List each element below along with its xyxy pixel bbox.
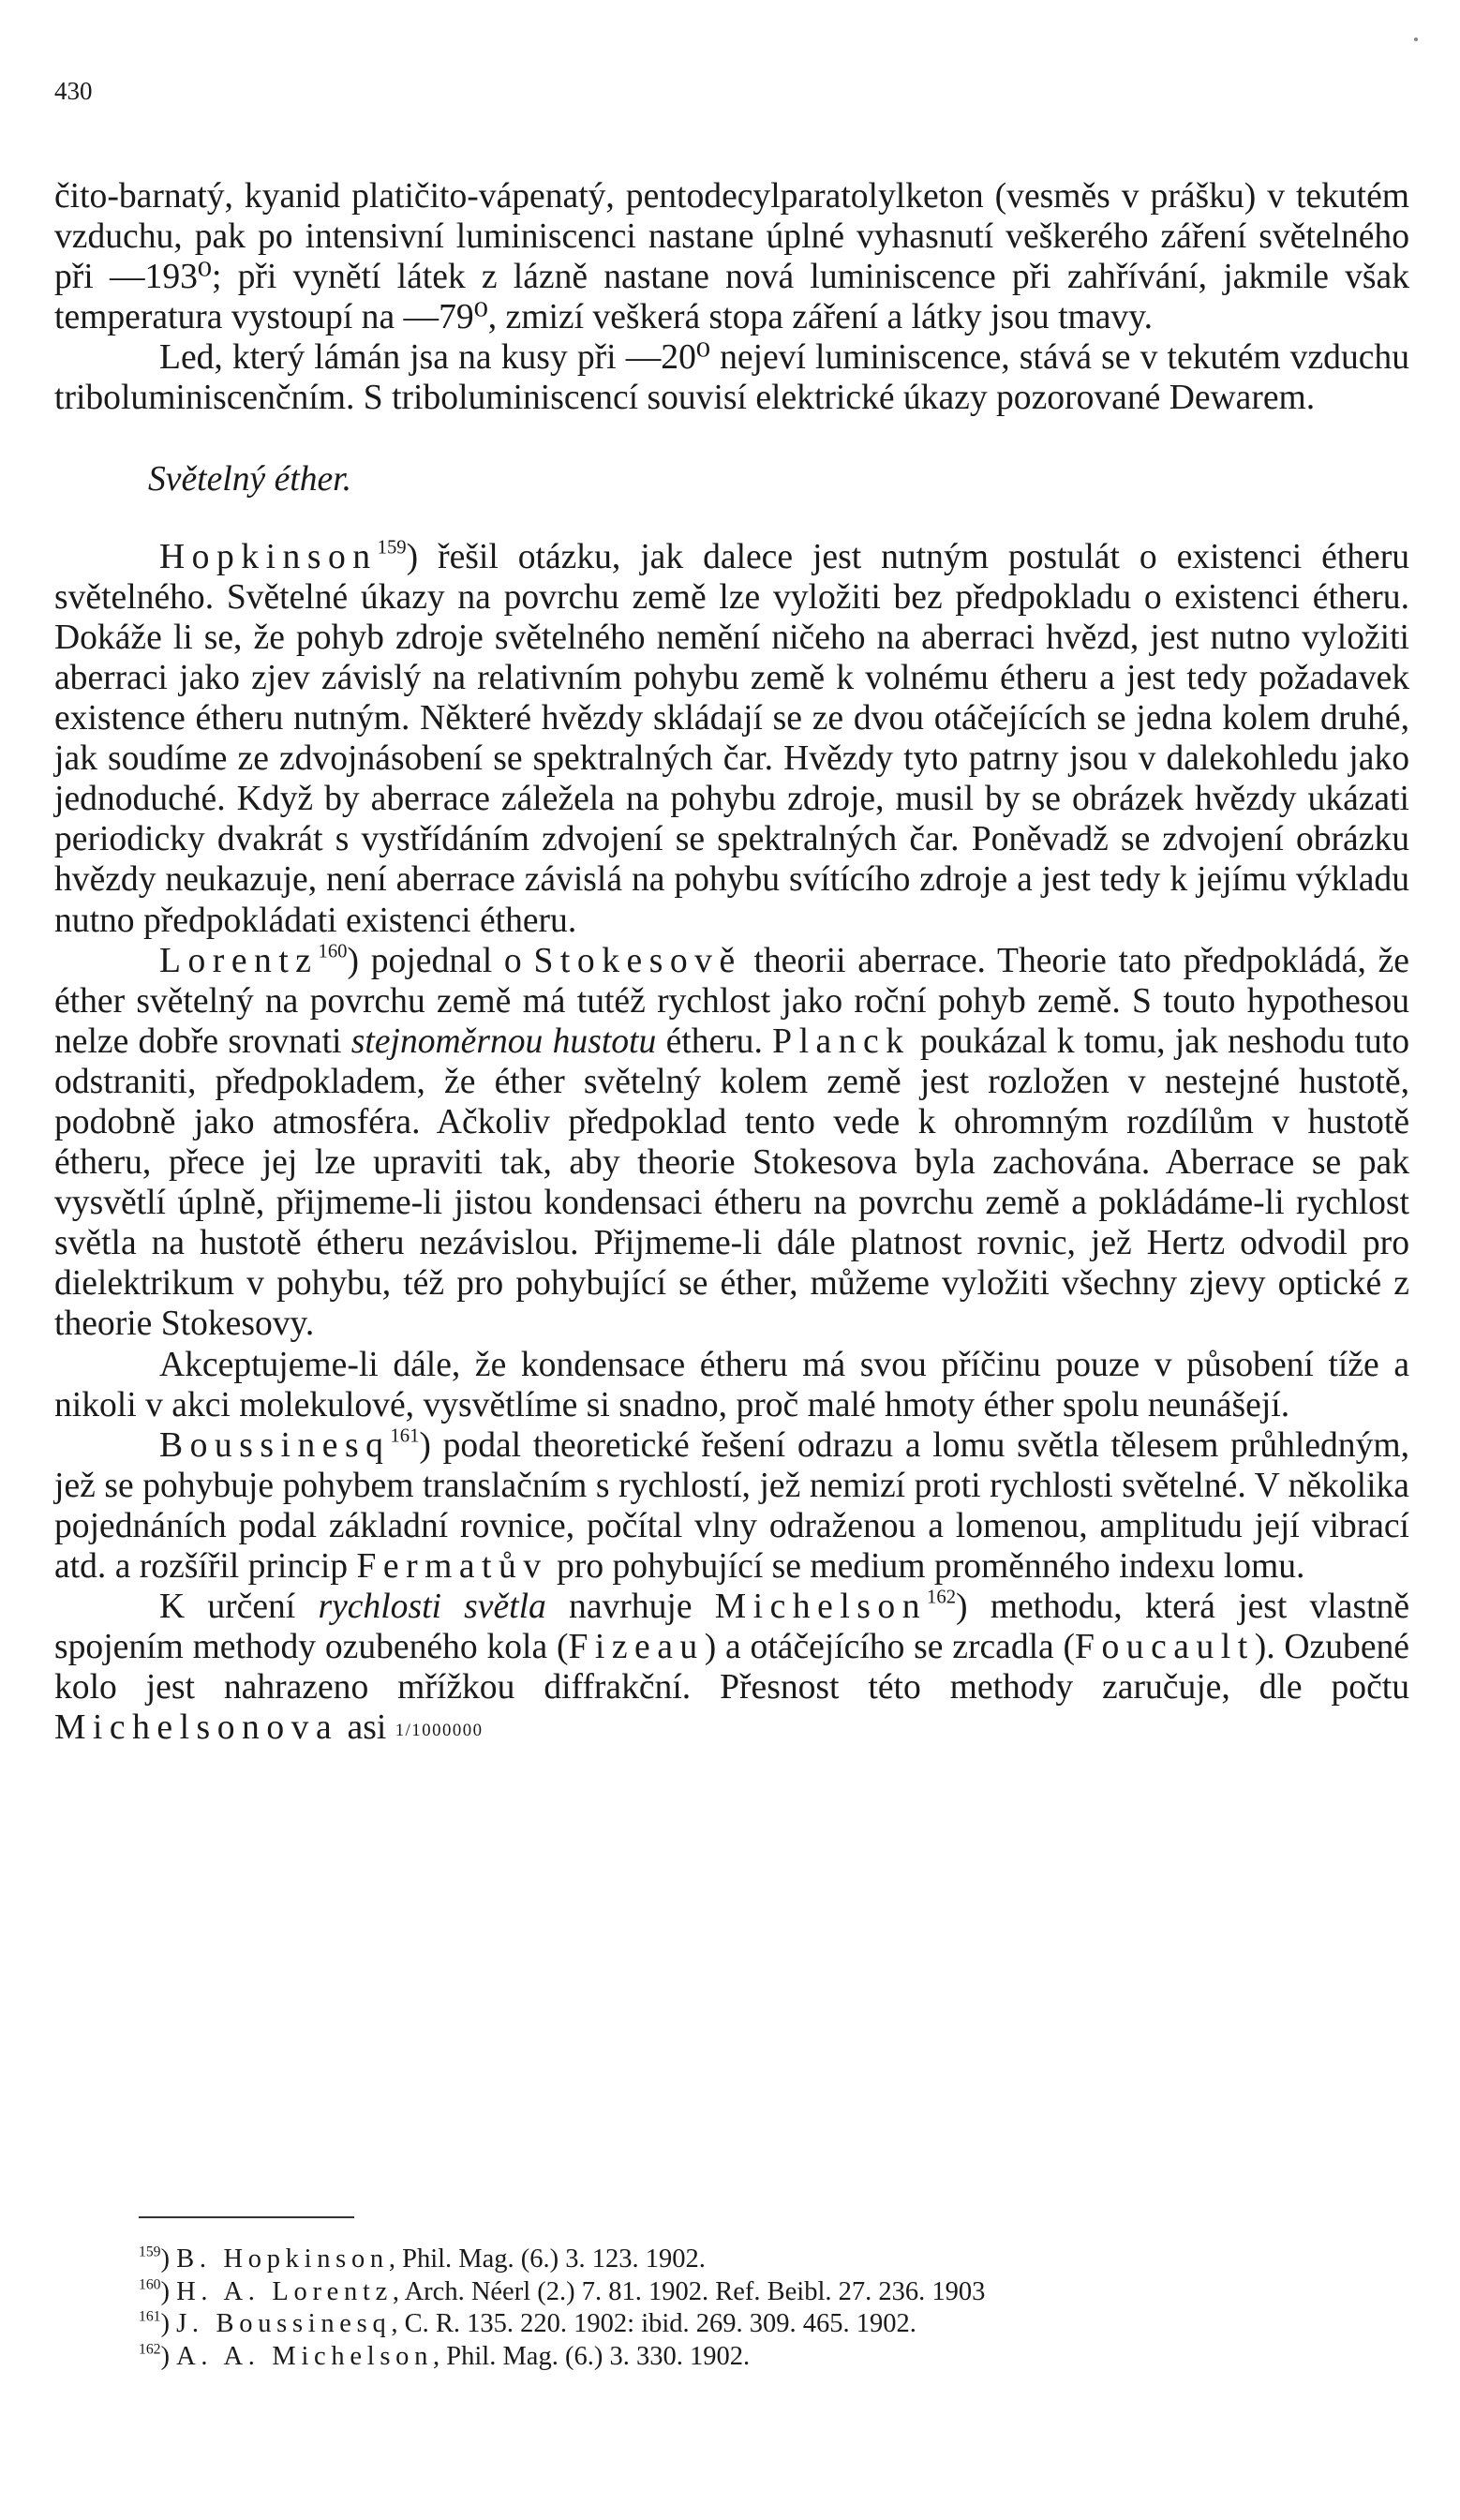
paragraph-hopkinson: Hopkinson$^{159}$) řešil otázku, jak dalece jest nutným postulát o existenci étheru světelného. Světelné úkazy na povrchu země lze vyložiti bez předpokladu o existenci étheru. Dokáže li se, že pohyb zdroje světelného nemění ničeho na aberraci hvězd, jest nutno vyložiti aberraci jako zjev závislý na relativním pohybu země k volnému étheru a jest tedy požadavek existence étheru nutným. Některé hvězdy skládají se ze dvou otáčejících se jedna kolem druhé, jak soudíme ze zdvojnásobení se spektralných čar. Hvězdy tyto patrny jsou v dalekohledu jako jednoduché. Když by aberrace záležela na pohybu zdroje, musil by se obrázek hvězdy ukázati periodicky dvakrát s vystřídáním zdvojení se spektralných čar. Poněvadž se zdvojení obrázku hvězdy neukazuje, není aberrace závislá na pohybu svítícího zdroje a jest tedy k jejímu výkladu nutno předpokládati existenci étheru. [54, 537, 1409, 940]
author-name: Boussinesq [159, 1425, 391, 1465]
emphasis: stejnoměrnou hustotu [350, 1021, 657, 1061]
footnote: $^{160}$) H. A. Lorentz, Arch. Néerl (2.) 7. 81. 1902. Ref. Beibl. 27. 236. 1903 [139, 2275, 986, 2306]
body-text [54, 176, 1409, 1752]
footnotes [139, 2244, 1409, 2373]
footnote-divider [139, 2216, 354, 2218]
author-name: Fizeau [568, 1628, 705, 1667]
author-name: Foucault [1075, 1628, 1255, 1667]
paragraph-ice: Led, který lámán jsa na kusy při —20⁰ nejeví luminiscence, stává se v tekutém vzduchu triboluminiscenčním. S triboluminiscencí souvisí elektrické úkazy pozorované Dewarem. [54, 338, 1409, 418]
author-name: Lorentz [159, 941, 319, 980]
footnote-author: J. Boussinesq [176, 2309, 392, 2338]
author-name: Planck [772, 1021, 911, 1061]
author-name: Michelsonova [54, 1708, 339, 1748]
footnote-ref: 160 [318, 941, 348, 962]
footnote-author: A. A. Michelson [176, 2341, 434, 2371]
paragraph-boussinesq: Boussinesq$^{161}$) podal theoretické řešení odrazu a lomu světla tělesem průhledným, jež se pohybuje pohybem translačním s rychlostí, jež nemizí proti rychlosti světelné. V několika pojednáních podal základní rovnice, počítal vlny odraženou a lomenou, amplitudu její vibrací atd. a rozšířil princip Fermatův pro pohybující se medium proměnného indexu lomu. [54, 1425, 1409, 1586]
precision-fraction: 1/1000000 [395, 1721, 484, 1741]
author-name: Michelson [714, 1588, 928, 1627]
scan-speck [1414, 37, 1418, 41]
footnote-number: 160 [139, 2275, 161, 2292]
author-name: Fermatův [356, 1547, 548, 1586]
paragraph-luminiscence: čito-barnatý, kyanid platičito-vápenatý, pentodecylparatolylketon (vesměs v prášku) v tekutém vzduchu, pak po intensivní luminiscenci nastane úplné vyhasnutí veškerého záření světelného při —193⁰; při vynětí látek z lázně nastane nová luminiscence při zahřívání, jakmile však temperatura vystoupí na —79⁰, zmizí veškerá stopa záření a látky jsou tmavy. [54, 177, 1409, 337]
footnote-author: H. A. Lorentz [176, 2276, 393, 2306]
footnote-number: 159 [139, 2244, 161, 2260]
author-name: Hopkinson [159, 537, 378, 576]
footnote: $^{162}$) A. A. Michelson, Phil. Mag. (6.) 3. 330. 1902. [139, 2340, 751, 2371]
footnote-ref: 161 [390, 1425, 420, 1447]
page-number: 430 [54, 77, 93, 105]
footnote: $^{161}$) J. Boussinesq, C. R. 135. 220. 1902: ibid. 269. 309. 465. 1902. [139, 2308, 916, 2338]
footnote-ref: 159 [377, 537, 407, 559]
footnote-number: 162 [139, 2340, 161, 2357]
section-heading: Světelný éther. [148, 459, 352, 499]
paragraph-lorentz: Lorentz$^{160}$) pojednal o Stokesově theorii aberrace. Theorie tato předpokládá, že éther světelný na povrchu země má tutéž rychlost jako roční pohyb země. S touto hypothesou nelze dobře srovnati stejnoměrnou hustotu étheru. Planck poukázal k tomu, jak neshodu tuto odstraniti, předpokladem, že éther světelný kolem země jest rozložen v nestejné hustotě, podobně jako atmosféra. Ačkoliv předpoklad tento vede k ohromným rozdílům v hustotě étheru, přece jej lze upraviti tak, aby theorie Stokesova byla zachována. Aberrace se pak vysvětlí úplně, přijmeme-li jistou kondensaci étheru na povrchu země a pokládáme-li rychlost světla na hustotě étheru nezávislou. Přijmeme-li dále platnost rovnic, jež Hertz odvodil pro dielektrikum v pohybu, též pro pohybující se éther, můžeme vyložiti všechny zjevy optické z theorie Stokesovy. [54, 941, 1409, 1344]
emphasis: rychlosti světla [318, 1588, 546, 1627]
footnote: $^{159}$) B. Hopkinson, Phil. Mag. (6.) 3. 123. 1902. [139, 2244, 706, 2274]
footnote-ref: 162 [927, 1587, 957, 1608]
footnote-author: B. Hopkinson [176, 2244, 389, 2274]
author-name: Stokesově [533, 941, 742, 980]
footnote-number: 161 [139, 2308, 161, 2325]
paragraph-michelson: K určení rychlosti světla navrhuje Michelson$^{162}$) methodu, která jest vlastně spojením methody ozubeného kola (Fizeau) a otáčejícího se zrcadla (Foucault). Ozubené kolo jest nahrazeno mřížkou diffrakční. Přesnost této methody zaručuje, dle počtu Michelsonova asi 1/1000000 [54, 1587, 1409, 1748]
paragraph-condensation: Akceptujeme-li dále, že kondensace étheru má svou příčinu pouze v působení tíže a nikoli v akci molekulové, vysvětlíme si snadno, proč malé hmoty éther spolu neunášejí. [54, 1345, 1409, 1424]
